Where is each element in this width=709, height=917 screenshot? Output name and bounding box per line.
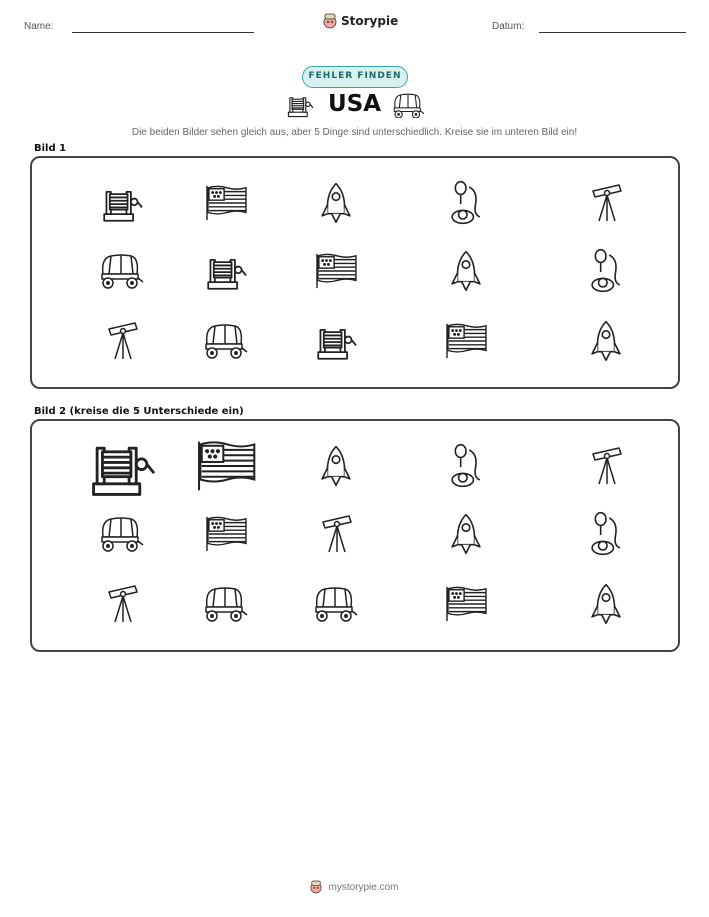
name-label: Name: <box>24 21 54 32</box>
telescope-icon[interactable] <box>82 575 162 633</box>
footer <box>0 880 709 894</box>
page-title: USA <box>328 91 382 117</box>
telescope-icon <box>82 312 162 370</box>
rocket-icon <box>426 242 506 300</box>
flag-icon <box>186 174 266 232</box>
wagon-icon <box>186 312 266 370</box>
wagon-icon <box>392 92 424 122</box>
flag-icon <box>296 242 376 300</box>
phone-icon[interactable] <box>566 505 646 563</box>
telescope-icon[interactable] <box>566 437 646 495</box>
wagon-icon[interactable] <box>186 575 266 633</box>
storypie-mascot-icon <box>310 880 322 894</box>
flag-icon[interactable] <box>186 505 266 563</box>
winch-icon[interactable] <box>82 437 162 495</box>
picture-1-label: Bild 1 <box>34 143 67 154</box>
phone-icon <box>426 174 506 232</box>
flag-icon[interactable] <box>426 575 506 633</box>
rocket-icon[interactable] <box>566 575 646 633</box>
picture-2-label: Bild 2 (kreise die 5 Unterschiede ein) <box>34 406 244 417</box>
brand-logo <box>323 13 398 29</box>
winch-icon <box>296 312 376 370</box>
instructions: Die beiden Bilder sehen gleich aus, aber 5 Dinge sind unterschiedlich. Kreise sie im unteren Bild ein! <box>131 127 578 138</box>
phone-icon <box>566 242 646 300</box>
wagon-icon <box>82 242 162 300</box>
rocket-icon <box>566 312 646 370</box>
picture-2-panel[interactable] <box>30 419 680 652</box>
rocket-icon <box>296 174 376 232</box>
telescope-icon[interactable] <box>296 505 376 563</box>
flag-icon[interactable] <box>186 437 266 495</box>
name-line[interactable] <box>72 32 254 33</box>
wagon-icon[interactable] <box>296 575 376 633</box>
rocket-icon[interactable] <box>296 437 376 495</box>
footer-url[interactable]: mystorypie.com <box>328 881 399 893</box>
rocket-icon[interactable] <box>426 505 506 563</box>
winch-icon <box>186 242 266 300</box>
date-label: Datum: <box>492 21 525 32</box>
wagon-icon[interactable] <box>82 505 162 563</box>
winch-icon <box>82 174 162 232</box>
flag-icon <box>426 312 506 370</box>
winch-icon <box>285 92 315 122</box>
activity-badge: FEHLER FINDEN <box>302 66 408 88</box>
phone-icon[interactable] <box>426 437 506 495</box>
storypie-mascot-icon <box>323 13 337 29</box>
telescope-icon <box>566 174 646 232</box>
brand-name: Storypie <box>341 14 399 28</box>
date-line[interactable] <box>539 32 686 33</box>
title-row <box>0 91 709 123</box>
picture-1-panel <box>30 156 680 389</box>
